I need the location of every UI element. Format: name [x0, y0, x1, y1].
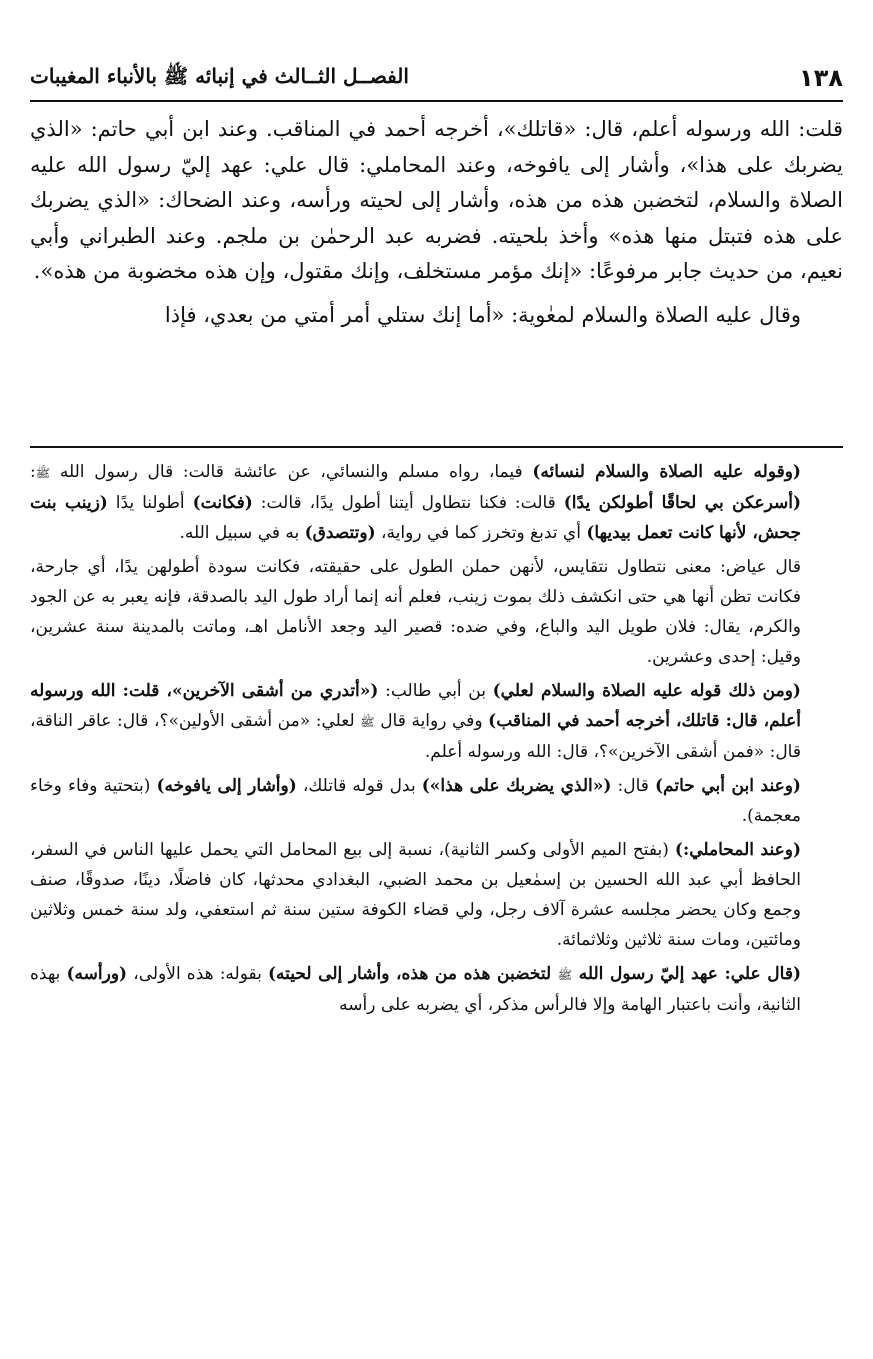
commentary-text: بن أبي طالب:: [378, 681, 493, 701]
quoted-text: (وتتصدق): [304, 523, 376, 543]
quoted-text: (وعند المحاملي:): [674, 840, 801, 860]
commentary-text: بهذه الثانية، وأنت باعتبار الهامة وإلا فالرأس مذكر، أي يضربه على رأسه: [30, 964, 801, 1015]
quoted-text: (وعند ابن أبي حاتم): [654, 776, 801, 796]
quoted-text: (ورأسه): [66, 964, 128, 984]
commentary-paragraph: [30, 771, 843, 831]
footnote-divider: [30, 446, 843, 448]
book-page: [30, 0, 843, 1359]
running-title: الفصــل الثــالث في إنبائه ﷺ بالأنباء المغيبات: [30, 63, 409, 88]
commentary-text: به في سبيل الله.: [179, 523, 305, 543]
commentary-text: أي تدبغ وتخرز كما في رواية،: [375, 523, 587, 543]
salutation-glyph: ﷺ: [360, 715, 375, 729]
quoted-text: (ومن ذلك قوله عليه الصلاة والسلام لعلي): [492, 681, 801, 701]
main-paragraph: قلت: الله ورسوله أعلم، قال: «قاتلك»، أخرجه أحمد في المناقب. وعند ابن أبي حاتم: «الذي يضربك على هذا»، وأشار إلى يافوخه، وعند المحاملي: قال علي: عهد إليّ رسول الله عليه الصلاة والسلام، لتخضبن هذه من هذه، وأشار إلى لحيته ورأسه، وعند الضحاك: «الذي يضربك على هذه فتبتل منها هذه» وأخذ بلحيته. فضربه عبد الرحمٰن بن ملجم. وعند الطبراني وأبي نعيم، من حديث جابر مرفوعًا: «إنك مؤمر مستخلف، وإنك مقتول، وإن هذه مخضوبة من هذه».: [30, 117, 843, 283]
quoted-text: لتخضبن هذه من هذه، وأشار إلى لحيته): [267, 964, 558, 984]
page-header: [30, 58, 843, 98]
quoted-text: (فكانت): [192, 493, 253, 513]
commentary-text: بقوله: هذه الأولى،: [127, 964, 268, 984]
quoted-text: («الذي يضربك على هذا»): [421, 776, 612, 796]
commentary-text: فيما، رواه مسلم والنسائي، عن عائشة قالت: قال رسول الله: [50, 462, 533, 482]
quoted-text: (زينب بنت جحش، لأنها كانت تعمل بيديها): [30, 493, 801, 543]
header-divider: [30, 100, 843, 102]
commentary-text: قال:: [611, 776, 655, 796]
quoted-text: (وأشار إلى يافوخه): [156, 776, 297, 796]
salutation-glyph: ﷺ: [557, 968, 573, 982]
commentary-text: (بتحتية وفاء وخاء معجمة).: [30, 776, 801, 826]
commentary-paragraph: قال عياض: معنى نتطاول نتقايس، لأنهن حملن الطول على حقيقته، فكانت سودة أطولهن يدًا، أي جارحة، فكانت تظن أنها هي حتى انكشف ذلك بموت زينب، فعلم أنه إنما أراد طول اليد بالصدقة، فإنه يعبر به عن الجود والكرم، يقال: فلان طويل اليد والباع، وفي ضده: قصير اليد وجعد الأنامل اهـ، وماتت بالمدينة سنة عشرين، وقيل: إحدى وعشرين.: [30, 557, 801, 667]
commentary-paragraph: [30, 457, 843, 548]
commentary-text: وفي رواية قال: [374, 711, 489, 731]
commentary-text: لعلي: «من أشقى الأولين»؟، قال: عاقر الناقة، قال: «فمن أشقى الآخرين»؟، قال: الله ورسوله أعلم.: [30, 711, 801, 762]
main-text: [30, 112, 843, 333]
quoted-text: (قال علي: عهد إليّ رسول الله: [572, 964, 802, 984]
quoted-text: (أسرعكن بي لحاقًا أطولكن يدًا): [563, 493, 801, 513]
commentary-paragraph: [30, 959, 843, 1020]
commentary-paragraph: [30, 676, 843, 767]
quoted-text: (وقوله عليه الصلاة والسلام لنسائه): [532, 462, 801, 482]
commentary-text: :: [30, 462, 36, 482]
main-paragraph: وقال عليه الصلاة والسلام لمعٰوية: «أما إنك ستلي أمر أمتي من بعدي، فإذا: [164, 302, 801, 327]
commentary-text: أطولنا يدًا: [107, 493, 193, 513]
commentary-text: قالت: فكنا نتطاول أيتنا أطول يدًا، قالت:: [252, 493, 564, 513]
page-number: ١٣٨: [799, 64, 843, 92]
commentary-text: (بفتح الميم الأولى وكسر الثانية)، نسبة إلى بيع المحامل التي يحمل عليها الناس في السفر، الحافظ أبي عبد الله الحسين بن إسمٰعيل بن محمد الضبي، البغدادي محدثها، كان فاضلًا، دينًا، صدوقًا، صنف وجمع وكان يحضر مجلسه عشرة آلاف رجل، ولي قضاء الكوفة ستين سنة ثم استعفي، ولد سنة خمس وثلاثين ومائتين، ومات سنة ثلاثين وثلاثمائة.: [30, 840, 801, 950]
commentary-paragraph: [30, 835, 843, 955]
quoted-text: («أتدري من أشقى الآخرين»، قلت: الله ورسوله أعلم، قال: قاتلك، أخرجه أحمد في المناقب): [30, 681, 801, 731]
commentary: [30, 457, 843, 1024]
salutation-glyph: ﷺ: [35, 466, 51, 480]
commentary-text: بدل قوله قاتلك،: [296, 776, 422, 796]
